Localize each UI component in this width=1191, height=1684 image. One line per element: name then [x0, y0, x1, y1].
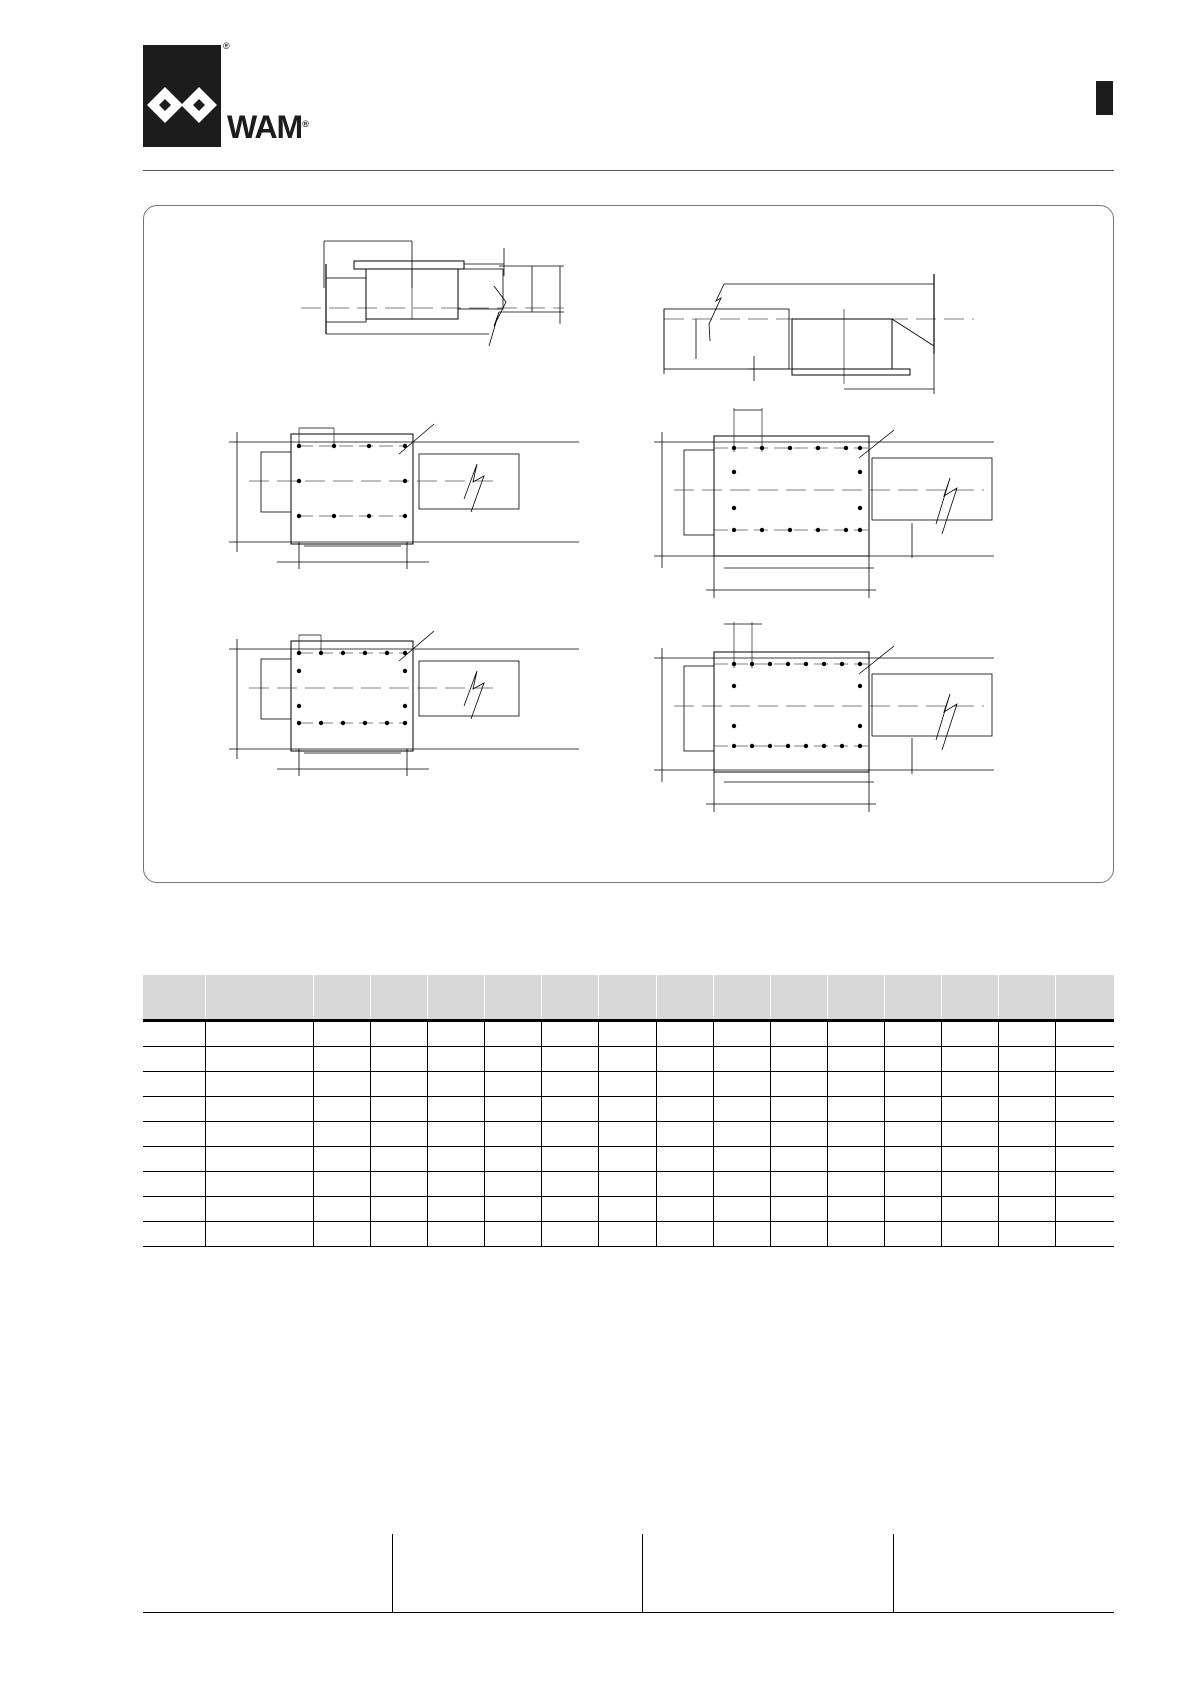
table-cell	[770, 1147, 827, 1172]
table-cell	[656, 1222, 713, 1247]
table-cell	[370, 1222, 427, 1247]
table-cell	[485, 1021, 542, 1047]
table-cell	[999, 1072, 1056, 1097]
table-cell	[428, 1122, 485, 1147]
table-cell	[205, 1172, 313, 1197]
table-cell	[370, 1021, 427, 1047]
table-cell	[770, 1047, 827, 1072]
table-cell	[713, 1021, 770, 1047]
table-cell	[485, 1172, 542, 1197]
table-cell	[656, 1047, 713, 1072]
table-cell	[827, 1172, 884, 1197]
flange-view-large-12-holes	[654, 408, 994, 598]
table-header-cell	[599, 975, 656, 1021]
table-cell	[942, 1122, 999, 1147]
table-cell	[542, 1172, 599, 1197]
table-cell	[205, 1147, 313, 1172]
table-cell	[999, 1122, 1056, 1147]
table-cell	[542, 1047, 599, 1072]
table-cell	[599, 1021, 656, 1047]
header-divider	[143, 170, 1114, 171]
table-cell	[884, 1197, 941, 1222]
table-cell	[1056, 1072, 1114, 1097]
table-header-cell	[143, 975, 205, 1021]
table-cell	[884, 1047, 941, 1072]
table-cell	[428, 1097, 485, 1122]
table-cell	[713, 1122, 770, 1147]
table-cell	[770, 1072, 827, 1097]
table-cell	[205, 1072, 313, 1097]
technical-drawing-panel	[143, 205, 1114, 883]
wam-logo	[143, 41, 313, 149]
footer-separator	[642, 1534, 643, 1612]
table-cell	[485, 1122, 542, 1147]
table-row	[143, 1021, 1114, 1047]
table-cell	[599, 1197, 656, 1222]
table-cell	[428, 1222, 485, 1247]
table-cell	[1056, 1172, 1114, 1197]
table-cell	[770, 1172, 827, 1197]
table-cell	[205, 1222, 313, 1247]
flange-view-large-many-holes	[654, 622, 994, 812]
table-header-cell	[770, 975, 827, 1021]
table-cell	[428, 1172, 485, 1197]
table-cell	[1056, 1147, 1114, 1172]
table-cell	[485, 1222, 542, 1247]
table-cell	[370, 1147, 427, 1172]
table-cell	[827, 1072, 884, 1097]
table-cell	[770, 1122, 827, 1147]
table-cell	[656, 1122, 713, 1147]
table-body	[143, 1021, 1114, 1247]
table-header-cell	[313, 975, 370, 1021]
table-cell	[205, 1197, 313, 1222]
table-cell	[205, 1122, 313, 1147]
table-cell	[770, 1222, 827, 1247]
table-cell	[428, 1047, 485, 1072]
table-cell	[143, 1122, 205, 1147]
table-cell	[656, 1172, 713, 1197]
table-cell	[942, 1222, 999, 1247]
table-cell	[370, 1197, 427, 1222]
table-row	[143, 1072, 1114, 1097]
table-cell	[205, 1097, 313, 1122]
table-cell	[1056, 1021, 1114, 1047]
table-cell	[999, 1197, 1056, 1222]
table-cell	[485, 1147, 542, 1172]
table-header-cell	[1056, 975, 1114, 1021]
table-cell	[942, 1172, 999, 1197]
table-cell	[827, 1097, 884, 1122]
table-header-cell	[205, 975, 313, 1021]
table-cell	[1056, 1122, 1114, 1147]
table-cell	[143, 1097, 205, 1122]
table-cell	[827, 1197, 884, 1222]
table-cell	[313, 1222, 370, 1247]
table-cell	[942, 1197, 999, 1222]
table-cell	[656, 1197, 713, 1222]
table-row	[143, 1047, 1114, 1072]
side-view-left	[301, 241, 564, 346]
table-cell	[942, 1021, 999, 1047]
table-header-cell	[713, 975, 770, 1021]
table-cell	[999, 1222, 1056, 1247]
table-cell	[884, 1122, 941, 1147]
table-cell	[942, 1147, 999, 1172]
table-header-cell	[542, 975, 599, 1021]
table-cell	[542, 1197, 599, 1222]
table-cell	[428, 1147, 485, 1172]
table-cell	[205, 1021, 313, 1047]
section-tab-marker	[1096, 81, 1113, 115]
table-row	[143, 1147, 1114, 1172]
logo-wordmark	[227, 111, 308, 143]
table-cell	[370, 1047, 427, 1072]
table-cell	[313, 1197, 370, 1222]
table-cell	[542, 1072, 599, 1097]
table-cell	[313, 1122, 370, 1147]
flange-view-small-6-holes	[229, 424, 579, 569]
dimensions-table	[143, 975, 1114, 1247]
table-cell	[1056, 1097, 1114, 1122]
table-cell	[542, 1222, 599, 1247]
table-cell	[827, 1122, 884, 1147]
table-cell	[656, 1147, 713, 1172]
table-cell	[313, 1147, 370, 1172]
table-cell	[485, 1097, 542, 1122]
footer-divider	[143, 1612, 1114, 1613]
logo-mark	[143, 45, 221, 147]
table-cell	[656, 1072, 713, 1097]
table-cell	[827, 1222, 884, 1247]
table-cell	[999, 1047, 1056, 1072]
table-cell	[542, 1097, 599, 1122]
table-cell	[428, 1072, 485, 1097]
table-cell	[313, 1172, 370, 1197]
table-header-cell	[999, 975, 1056, 1021]
logo-name-registered-mark: ®	[302, 119, 308, 129]
table-header-cell	[485, 975, 542, 1021]
table-cell	[884, 1021, 941, 1047]
table-cell	[942, 1097, 999, 1122]
table-cell	[143, 1072, 205, 1097]
table-cell	[143, 1197, 205, 1222]
table-cell	[370, 1172, 427, 1197]
table-cell	[1056, 1047, 1114, 1072]
table-row	[143, 1097, 1114, 1122]
table-cell	[542, 1122, 599, 1147]
table-cell	[713, 1197, 770, 1222]
table-cell	[713, 1172, 770, 1197]
table-cell	[999, 1172, 1056, 1197]
table-cell	[1056, 1222, 1114, 1247]
table-cell	[713, 1047, 770, 1072]
table-cell	[599, 1072, 656, 1097]
table-cell	[485, 1072, 542, 1097]
table-row	[143, 1122, 1114, 1147]
table-cell	[999, 1147, 1056, 1172]
table-cell	[143, 1222, 205, 1247]
table-cell	[770, 1197, 827, 1222]
table-cell	[827, 1021, 884, 1047]
footer-separator	[392, 1534, 393, 1612]
table-cell	[1056, 1197, 1114, 1222]
table-header-cell	[656, 975, 713, 1021]
table-cell	[713, 1147, 770, 1172]
table-cell	[599, 1147, 656, 1172]
logo-name: WAM	[227, 109, 303, 145]
table-cell	[485, 1047, 542, 1072]
table-header-row	[143, 975, 1114, 1021]
table-cell	[313, 1047, 370, 1072]
table-cell	[770, 1021, 827, 1047]
table-header-cell	[827, 975, 884, 1021]
table-cell	[599, 1172, 656, 1197]
table-cell	[656, 1097, 713, 1122]
table-cell	[542, 1021, 599, 1047]
table-cell	[370, 1072, 427, 1097]
table-cell	[313, 1072, 370, 1097]
table-cell	[485, 1197, 542, 1222]
table-row	[143, 1172, 1114, 1197]
table-cell	[370, 1097, 427, 1122]
table-cell	[827, 1147, 884, 1172]
table-cell	[313, 1021, 370, 1047]
table-cell	[713, 1222, 770, 1247]
table-cell	[599, 1097, 656, 1122]
table-cell	[884, 1097, 941, 1122]
table-cell	[884, 1172, 941, 1197]
table-cell	[143, 1172, 205, 1197]
table-row	[143, 1197, 1114, 1222]
table-cell	[205, 1047, 313, 1072]
table-cell	[143, 1047, 205, 1072]
table-cell	[370, 1122, 427, 1147]
table-cell	[428, 1197, 485, 1222]
table-cell	[542, 1147, 599, 1172]
side-view-right	[664, 274, 974, 394]
table-cell	[599, 1222, 656, 1247]
logo-registered-mark: ®	[223, 41, 230, 51]
table-cell	[999, 1097, 1056, 1122]
table-cell	[713, 1072, 770, 1097]
table-cell	[143, 1147, 205, 1172]
table-cell	[599, 1122, 656, 1147]
table-row	[143, 1222, 1114, 1247]
table-cell	[884, 1072, 941, 1097]
table-header-cell	[942, 975, 999, 1021]
table-cell	[143, 1021, 205, 1047]
table-header-cell	[370, 975, 427, 1021]
table-cell	[884, 1147, 941, 1172]
flange-view-small-many-holes	[229, 631, 579, 776]
table-cell	[884, 1222, 941, 1247]
table-cell	[942, 1047, 999, 1072]
table-cell	[428, 1021, 485, 1047]
table-header-cell	[428, 975, 485, 1021]
table-cell	[999, 1021, 1056, 1047]
table-cell	[942, 1072, 999, 1097]
table-header-cell	[884, 975, 941, 1021]
table-cell	[713, 1097, 770, 1122]
footer-separator	[893, 1534, 894, 1612]
table-cell	[599, 1047, 656, 1072]
table-cell	[313, 1097, 370, 1122]
table-cell	[770, 1097, 827, 1122]
technical-drawing	[144, 206, 1115, 884]
table-cell	[827, 1047, 884, 1072]
table-cell	[656, 1021, 713, 1047]
